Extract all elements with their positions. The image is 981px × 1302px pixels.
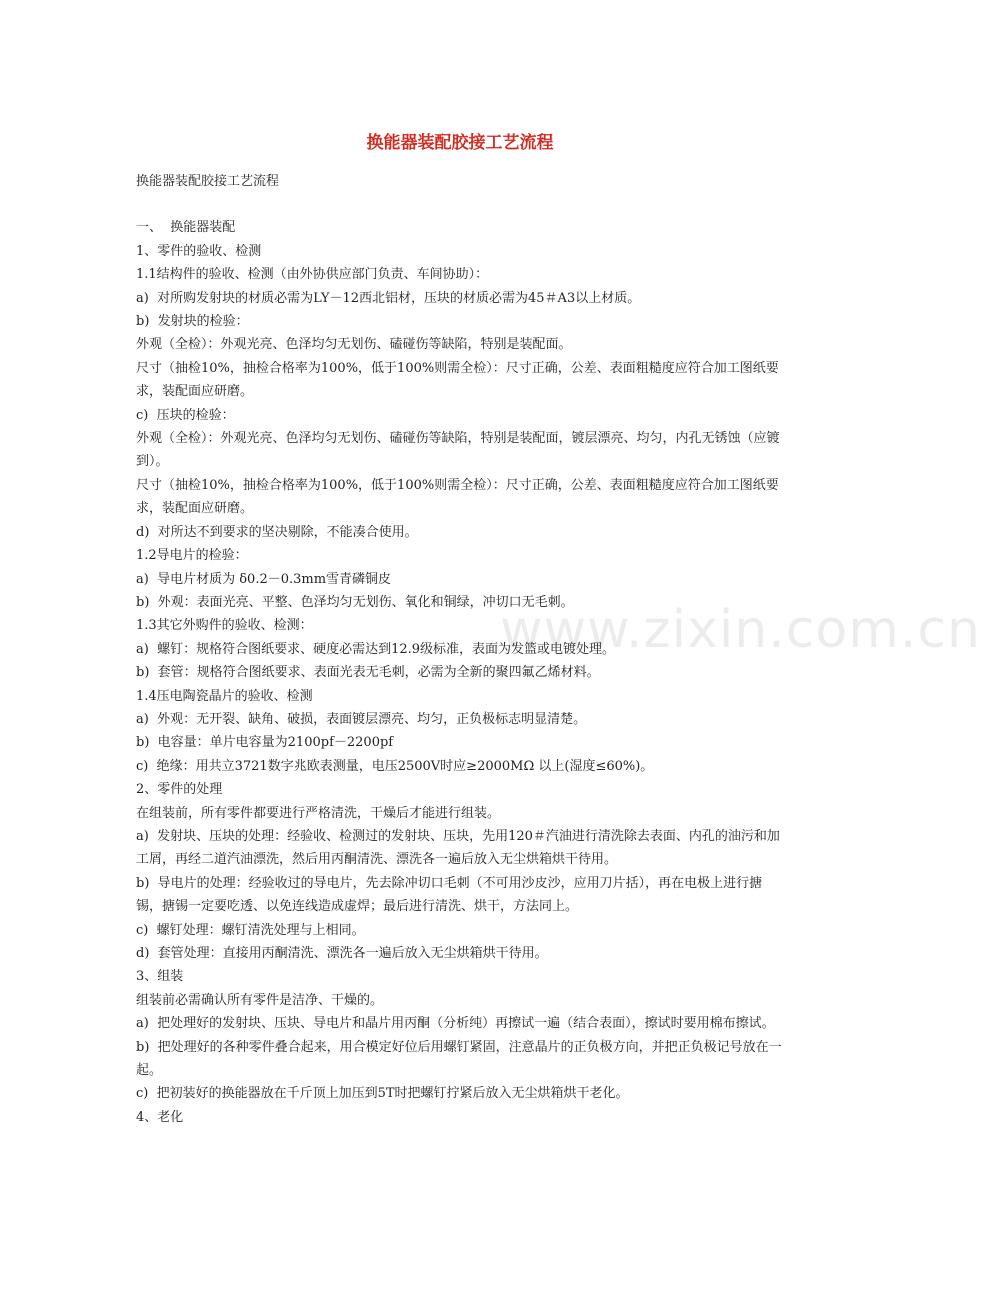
- paragraph-line: c) 绝缘：用共立3721数字兆欧表测量，电压2500V时应≥2000MΩ 以上(湿度≤60%)。: [136, 758, 654, 774]
- blank-line: [136, 193, 788, 216]
- paragraph-line: b) 套管：规格符合图纸要求、表面光表无毛刺，必需为全新的聚四氟乙烯材料。: [136, 665, 600, 681]
- paragraph-line: a) 外观：无开裂、缺角、破损，表面镀层漂亮、均匀，正负极标志明显清楚。: [136, 711, 587, 727]
- paragraph-line: a) 螺钉：规格符合图纸要求、硬度必需达到12.9级标准，表面为发篮或电镀处理。: [136, 641, 616, 657]
- paragraph-line: 一、 换能器装配: [136, 220, 236, 236]
- document-body: [136, 170, 788, 1129]
- paragraph-line: b) 把处理好的各种零件叠合起来，用合模定好位后用螺钉紧固，注意晶片的正负极方向，并把正负极记号放在一起。: [136, 1039, 782, 1079]
- paragraph-line: a) 把处理好的发射块、压块、导电片和晶片用丙酮（分析纯）再擦试一遍（结合表面），擦试时要用棉布擦试。: [136, 1016, 775, 1032]
- paragraph-line: 外观（全检）：外观光亮、色泽均匀无划伤、磕碰伤等缺陷，特别是装配面，镀层漂亮、均匀，内孔无锈蚀（应镀到）。: [136, 431, 780, 470]
- paragraph-line: c) 螺钉处理：螺钉清洗处理与上相同。: [136, 922, 365, 938]
- paragraph-line: 2、零件的处理: [136, 782, 223, 798]
- paragraph-line: b) 电容量：单片电容量为2100pf－2200pf: [136, 735, 394, 751]
- paragraph-line: 组装前必需确认所有零件是洁净、干燥的。: [136, 992, 384, 1008]
- paragraph-line: c) 把初装好的换能器放在千斤顶上加压到5T时把螺钉拧紧后放入无尘烘箱烘干老化。: [136, 1086, 629, 1102]
- paragraph-line: d) 对所达不到要求的坚决剔除，不能凑合使用。: [136, 524, 418, 540]
- paragraph-line: c) 压块的检验：: [136, 407, 235, 423]
- paragraph-line: 换能器装配胶接工艺流程: [136, 174, 280, 189]
- paragraph-line: 1、零件的验收、检测: [136, 243, 262, 259]
- paragraph-line: 1.1结构件的验收、检测（由外协供应部门负责、车间协助）：: [136, 267, 489, 283]
- paragraph-line: 4、老化: [136, 1109, 184, 1125]
- paragraph-line: 1.3其它外购件的验收、检测：: [136, 618, 313, 634]
- paragraph-line: b) 导电片的处理：经验收过的导电片，先去除冲切口毛刺（不可用沙皮沙，应用刀片括），再在电极上进行搪锡，搪锡一定要吃透、以免连线造成虚焊；最后进行清洗、烘干，方法同上。: [136, 875, 763, 915]
- paragraph-line: a) 导电片材质为 δ0.2－0.3mm雪青磷铜皮: [136, 571, 392, 587]
- page-title: 换能器装配胶接工艺流程: [366, 133, 554, 153]
- paragraph-line: 尺寸（抽检10%，抽检合格率为100%，低于100%则需全检）：尺寸正确，公差、表面粗糙度应符合加工图纸要求，装配面应研磨。: [136, 477, 779, 517]
- paragraph-line: d) 套管处理：直接用丙酮清洗、漂洗各一遍后放入无尘烘箱烘干待用。: [136, 946, 548, 961]
- paragraph-line: 3、组装: [136, 969, 184, 985]
- paragraph-line: a) 对所购发射块的材质必需为LY－12西北铝材，压块的材质必需为45＃A3以上材质。: [136, 290, 641, 306]
- paragraph-line: a) 发射块、压块的处理：经验收、检测过的发射块、压块，先用120＃汽油进行清洗除去表面、内孔的油污和加工屑，再经二道汽油漂洗，然后用丙酮清洗、漂洗各一遍后放入无尘烘箱烘干待用。: [136, 828, 780, 868]
- watermark: www.zixin.com.cn: [500, 600, 981, 660]
- paragraph-line: 1.4压电陶瓷晶片的验收、检测: [136, 688, 313, 704]
- paragraph-line: 外观（全检）：外观光亮、色泽均匀无划伤、磕碰伤等缺陷，特别是装配面。: [136, 337, 572, 353]
- paragraph-line: 1.2导电片的检验：: [136, 548, 248, 564]
- paragraph-line: 尺寸（抽检10%，抽检合格率为100%，低于100%则需全检）：尺寸正确，公差、表面粗糙度应符合加工图纸要求，装配面应研磨。: [136, 360, 779, 400]
- paragraph-line: b) 外观：表面光亮、平整、色泽均匀无划伤、氧化和铜绿，冲切口无毛刺。: [136, 594, 574, 610]
- paragraph-line: b) 发射块的检验：: [136, 314, 249, 330]
- paragraph-line: 在组装前，所有零件都要进行严格清洗，干燥后才能进行组装。: [136, 805, 501, 821]
